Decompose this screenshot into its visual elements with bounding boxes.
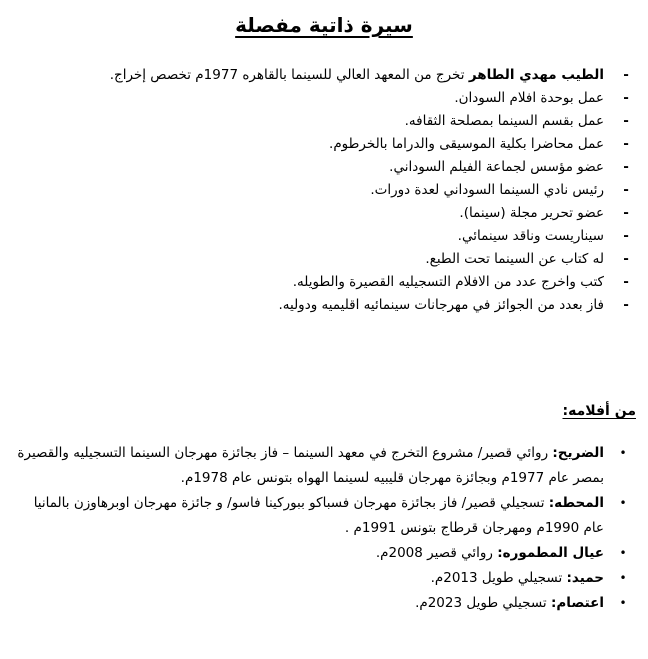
bio-item-text: رئيس نادي السينما السوداني لعدة دورات.	[370, 182, 604, 198]
bullet-dot-icon: •	[619, 571, 627, 585]
film-name: حميد:	[566, 570, 604, 586]
bullet-dot-icon: •	[619, 446, 627, 460]
dash-bullet-icon: -	[623, 67, 629, 83]
film-name: عيال المطموره:	[497, 545, 604, 561]
bio-item-text: عمل محاضرا بكلية الموسيقى والدراما بالخرطوم.	[329, 136, 604, 152]
film-description: تسجيلي طويل 2013م.	[430, 570, 567, 586]
bio-item	[20, 64, 636, 87]
document-title-text: سيرة ذاتية مفصلة	[235, 13, 413, 37]
bio-item-text: كتب واخرج عدد من الافلام التسجيليه القصيرة والطويله.	[292, 274, 604, 290]
bio-item-text: عضو تحرير مجلة (سينما).	[459, 205, 604, 221]
bio-item	[20, 133, 636, 156]
bio-item	[20, 271, 636, 294]
bullet-dot-icon: •	[619, 496, 627, 510]
bullet-dot-icon: •	[619, 596, 627, 610]
dash-bullet-icon: -	[623, 228, 629, 244]
film-item	[14, 441, 636, 491]
bio-item	[20, 225, 636, 248]
film-item	[14, 541, 636, 566]
film-item	[14, 491, 636, 541]
dash-bullet-icon: -	[623, 113, 629, 129]
dash-bullet-icon: -	[623, 90, 629, 106]
film-description: تسجيلي طويل 2023م.	[415, 595, 551, 611]
bio-item	[20, 294, 636, 317]
bio-item	[20, 248, 636, 271]
bio-item	[20, 87, 636, 110]
bio-item	[20, 202, 636, 225]
film-description: روائي قصير 2008م.	[375, 545, 498, 561]
dash-bullet-icon: -	[623, 297, 629, 313]
bio-item	[20, 156, 636, 179]
film-list	[14, 441, 636, 616]
dash-bullet-icon: -	[623, 136, 629, 152]
bullet-dot-icon: •	[619, 546, 627, 560]
bio-item-text: فاز بعدد من الجوائز في مهرجانات سينمائيه اقليميه ودوليه.	[278, 297, 604, 313]
bio-item-text: له كتاب عن السينما تحت الطبع.	[425, 251, 604, 267]
bio-item-text: عمل بوحدة افلام السودان.	[454, 90, 604, 106]
film-item	[14, 591, 636, 616]
dash-bullet-icon: -	[623, 159, 629, 175]
bio-item	[20, 179, 636, 202]
film-item	[14, 566, 636, 591]
bio-item-text: سيناريست وناقد سينمائي.	[457, 228, 604, 244]
dash-bullet-icon: -	[623, 205, 629, 221]
dash-bullet-icon: -	[623, 182, 629, 198]
bio-list	[20, 64, 636, 317]
film-name: اعتصام:	[550, 595, 604, 611]
film-description: تسجيلي قصير/ فاز بجائزة مهرجان فسباكو ببوركينا فاسو/ و جائزة مهرجان اوبرهاوزن بالمانيا عام 1990م ومهرجان قرطاج بتونس 1991م .	[33, 495, 604, 536]
bio-item-text: تخرج من المعهد العالي للسينما بالقاهره 1977م تخصص إخراج.	[109, 67, 469, 83]
bio-item-text: عمل بقسم السينما بمصلحة الثقافه.	[404, 113, 604, 129]
dash-bullet-icon: -	[623, 274, 629, 290]
film-name: الضريح:	[552, 445, 604, 461]
dash-bullet-icon: -	[623, 251, 629, 267]
bio-item	[20, 110, 636, 133]
film-description: روائي قصير/ مشروع التخرج في معهد السينما – فاز بجائزة مهرجان السينما التسجيليه والقصيرة بمصر عام 1977م وبجائزة مهرجان قليبيه لسينما الهواه بتونس عام 1978م.	[17, 445, 604, 486]
document-title	[0, 12, 648, 38]
bio-item-text: عضو مؤسس لجماعة الفيلم السوداني.	[389, 159, 604, 175]
person-name: الطيب مهدي الطاهر	[468, 67, 604, 83]
film-name: المحطه:	[548, 495, 604, 511]
films-heading: من أفلامه:	[562, 403, 636, 419]
